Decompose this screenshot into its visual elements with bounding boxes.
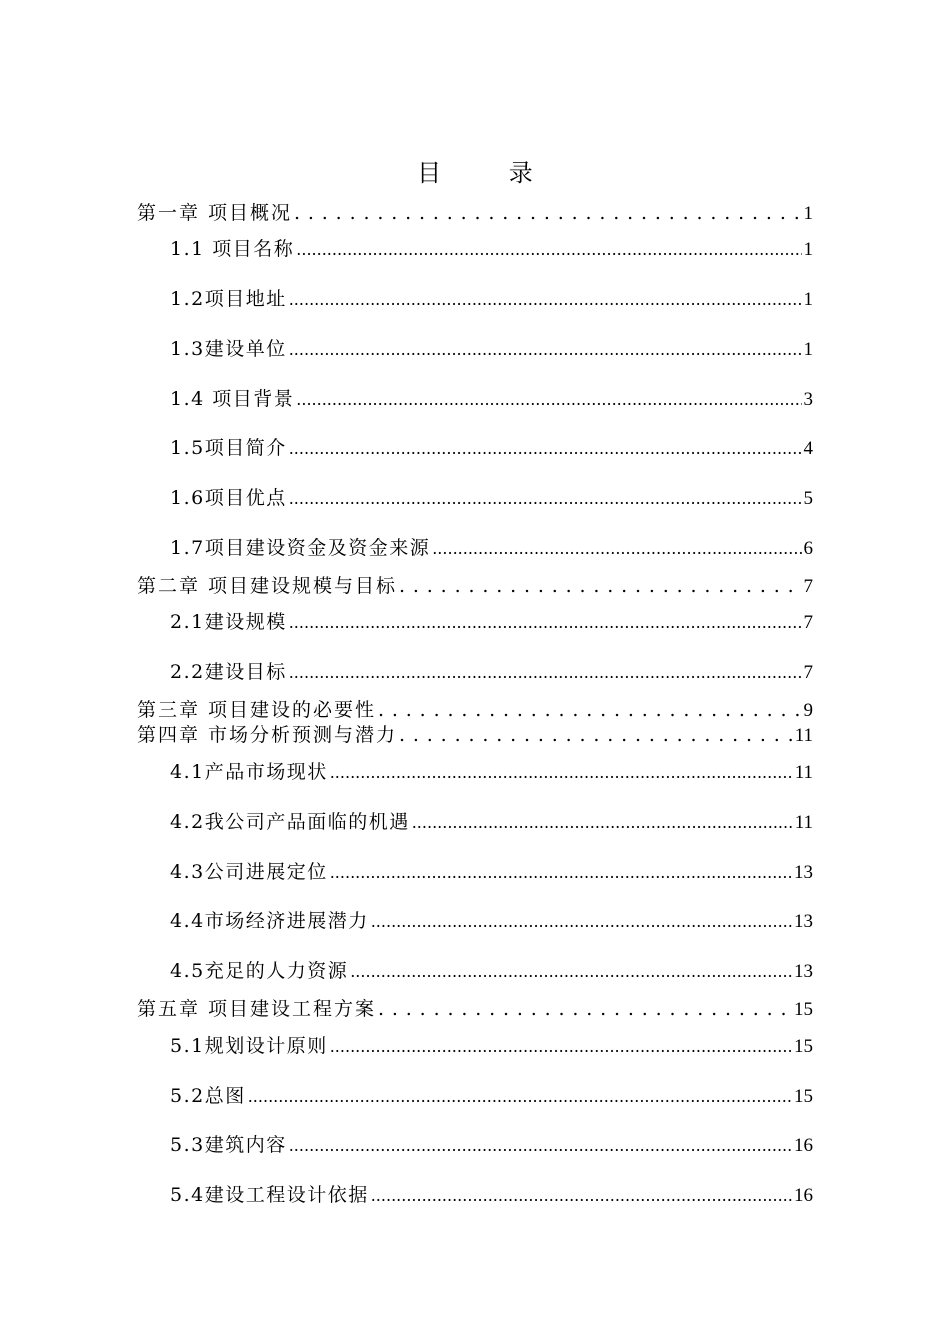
toc-entry-label: 4.5充足的人力资源 (170, 960, 349, 982)
toc-entry-section-5-2[interactable] (170, 1081, 813, 1108)
toc-entry-section-4-4[interactable] (170, 906, 813, 933)
toc-entry-section-1-4[interactable] (170, 384, 813, 411)
toc-page-number: 13 (794, 862, 813, 883)
toc-entry-section-1-6[interactable] (170, 483, 813, 510)
toc-page-number: 13 (794, 961, 813, 982)
toc-page-number: 5 (803, 488, 813, 509)
dot-leader (289, 611, 802, 633)
toc-entry-label: 第一章 项目概况 (137, 202, 293, 224)
toc-page-number: 7 (803, 612, 813, 633)
toc-page-number: 16 (794, 1185, 813, 1206)
toc-page-number: 11 (794, 812, 813, 833)
dot-leader (371, 1184, 792, 1206)
toc-page-number: 13 (794, 911, 813, 932)
toc-entry-section-5-1[interactable] (170, 1031, 813, 1058)
toc-page-number: 6 (803, 538, 813, 559)
dot-leader (294, 202, 801, 224)
toc-entry-label: 4.1产品市场现状 (170, 761, 328, 783)
dot-leader (350, 960, 792, 982)
toc-page-number: 11 (794, 725, 813, 746)
toc-entry-label: 第二章 项目建设规模与目标 (137, 575, 398, 597)
toc-page-number: 15 (794, 1086, 813, 1107)
toc-page-number: 1 (803, 239, 813, 260)
toc-entry-section-1-2[interactable] (170, 284, 813, 311)
toc-page-number: 1 (803, 339, 813, 360)
toc-entry-label: 2.1建设规模 (170, 611, 287, 633)
dot-leader (432, 537, 801, 559)
toc-page-number: 9 (803, 700, 813, 721)
dot-leader (412, 811, 793, 833)
toc-entry-section-2-1[interactable] (170, 607, 813, 634)
toc-entry-label: 1.3建设单位 (170, 338, 287, 360)
toc-entry-label: 1.6项目优点 (170, 487, 287, 509)
toc-entry-chapter-3[interactable] (137, 695, 813, 722)
toc-entry-label: 第四章 市场分析预测与潜力 (137, 724, 398, 746)
toc-entry-chapter-5[interactable] (137, 994, 813, 1021)
dot-leader (399, 724, 793, 746)
toc-entry-section-4-5[interactable] (170, 956, 813, 983)
toc-page-number: 4 (803, 438, 813, 459)
toc-entry-section-2-2[interactable] (170, 657, 813, 684)
dot-leader (330, 1035, 792, 1057)
toc-entry-section-4-2[interactable] (170, 807, 813, 834)
toc-entry-section-1-7[interactable] (170, 533, 813, 560)
toc-entry-section-5-4[interactable] (170, 1180, 813, 1207)
dot-leader (289, 1134, 792, 1156)
toc-page-number: 3 (803, 389, 813, 410)
dot-leader (248, 1085, 792, 1107)
dot-leader (330, 861, 792, 883)
dot-leader (289, 661, 802, 683)
dot-leader (378, 699, 801, 721)
toc-entry-label: 1.4 项目背景 (170, 388, 295, 410)
toc-page-number: 1 (803, 203, 813, 224)
toc-entry-label: 1.5项目简介 (170, 437, 287, 459)
toc-title: 目 录 (417, 159, 563, 187)
toc-entry-chapter-2[interactable] (137, 571, 813, 598)
toc-entry-label: 第五章 项目建设工程方案 (137, 998, 377, 1020)
toc-entry-label: 5.3建筑内容 (170, 1134, 287, 1156)
toc-entry-label: 1.1 项目名称 (170, 238, 295, 260)
toc-entry-chapter-1[interactable] (137, 198, 813, 225)
toc-entry-label: 5.2总图 (170, 1085, 246, 1107)
toc-entry-section-4-3[interactable] (170, 857, 813, 884)
toc-entry-label: 2.2建设目标 (170, 661, 287, 683)
toc-entry-label: 4.2我公司产品面临的机遇 (170, 811, 410, 833)
toc-page-number: 15 (794, 999, 813, 1020)
toc-page-number: 1 (803, 289, 813, 310)
toc-entry-chapter-4[interactable] (137, 720, 813, 747)
dot-leader (371, 910, 792, 932)
dot-leader (289, 288, 802, 310)
toc-page-number: 7 (803, 576, 813, 597)
dot-leader (289, 437, 802, 459)
toc-entry-section-1-1[interactable] (170, 234, 813, 261)
toc-entry-label: 5.4建设工程设计依据 (170, 1184, 369, 1206)
dot-leader (399, 575, 801, 597)
toc-entry-section-4-1[interactable] (170, 757, 813, 784)
dot-leader (289, 338, 802, 360)
toc-page-number: 16 (794, 1135, 813, 1156)
toc-entry-section-1-3[interactable] (170, 334, 813, 361)
dot-leader (330, 761, 793, 783)
toc-entry-label: 第三章 项目建设的必要性 (137, 699, 377, 721)
dot-leader (378, 998, 792, 1020)
toc-page-number: 11 (794, 762, 813, 783)
toc-page-number: 7 (803, 662, 813, 683)
toc-entry-section-5-3[interactable] (170, 1130, 813, 1157)
toc-entry-label: 1.7项目建设资金及资金来源 (170, 537, 431, 559)
toc-entry-label: 4.4市场经济进展潜力 (170, 910, 369, 932)
toc-entry-label: 4.3公司进展定位 (170, 861, 328, 883)
dot-leader (289, 487, 802, 509)
toc-page-number: 15 (794, 1036, 813, 1057)
dot-leader (296, 238, 801, 260)
dot-leader (296, 388, 801, 410)
toc-entry-label: 5.1规划设计原则 (170, 1035, 328, 1057)
toc-entry-section-1-5[interactable] (170, 433, 813, 460)
toc-entry-label: 1.2项目地址 (170, 288, 287, 310)
